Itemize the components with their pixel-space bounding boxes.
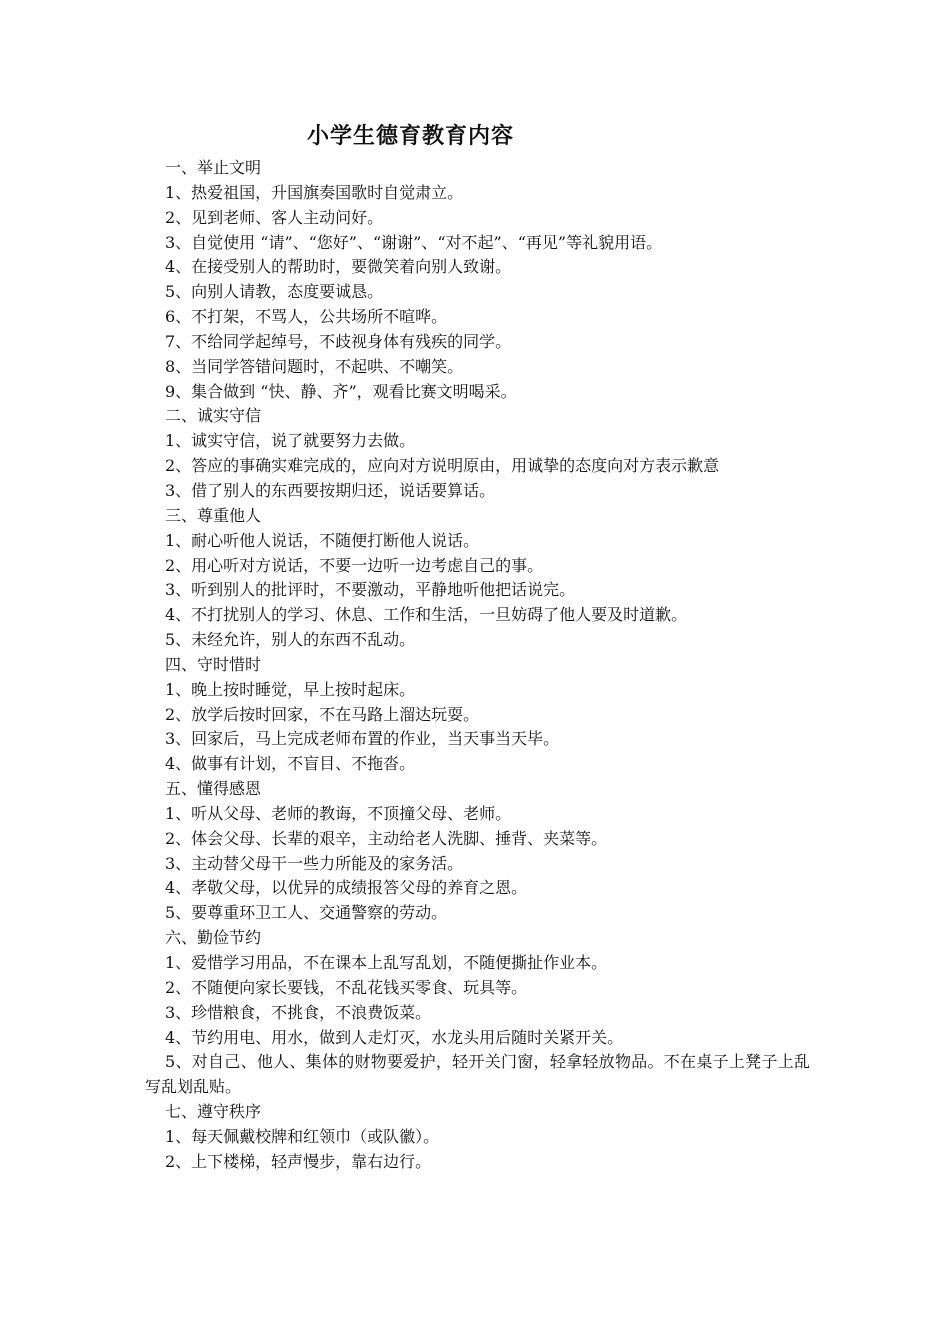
- line-list: [145, 156, 810, 1175]
- section-heading: 一、举止文明: [165, 158, 262, 177]
- text-line: 5、对自己、他人、集体的财物要爱护，轻开关门窗，轻拿轻放物品。不在桌子上凳子上乱写乱划乱贴。: [145, 1052, 810, 1097]
- text-line: 3、珍惜粮食，不挑食，不浪费饭菜。: [165, 1002, 432, 1022]
- section-heading: 四、守时惜时: [165, 654, 262, 674]
- text-line: 3、主动替父母干一些力所能及的家务活。: [165, 853, 464, 873]
- section-heading: 五、懂得感恩: [165, 779, 262, 799]
- text-line: 2、体会父母、长辈的艰辛，主动给老人洗脚、捶背、夹菜等。: [165, 828, 608, 848]
- text-line: 8、当同学答错问题时，不起哄、不嘲笑。: [165, 356, 464, 376]
- text-line: 6、不打架，不骂人，公共场所不喧哗。: [165, 307, 448, 327]
- text-line: 1、晚上按时睡觉，早上按时起床。: [165, 679, 416, 699]
- text-line: 3、回家后，马上完成老师布置的作业，当天事当天毕。: [165, 729, 560, 749]
- text-line: 2、见到老师、客人主动问好。: [165, 207, 384, 227]
- text-line: 2、上下楼梯，轻声慢步，靠右边行。: [165, 1151, 432, 1171]
- text-line: 5、要尊重环卫工人、交通警察的劳动。: [165, 903, 448, 923]
- text-line: 3、自觉使用 “请”、“您好”、“谢谢”、“对不起”、“再见”等礼貌用语。: [165, 232, 663, 252]
- text-line: 2、放学后按时回家，不在马路上溜达玩耍。: [165, 704, 480, 724]
- text-line: 9、集合做到 “快、静、齐”，观看比赛文明喝采。: [165, 381, 517, 401]
- text-line: 4、节约用电、用水，做到人走灯灭，水龙头用后随时关紧开关。: [165, 1027, 624, 1047]
- text-line: 1、耐心听他人说话，不随便打断他人说话。: [165, 530, 480, 550]
- text-line: 2、用心听对方说话，不要一边听一边考虑自己的事。: [165, 555, 544, 575]
- text-line: 5、向别人请教，态度要诚恳。: [165, 282, 384, 302]
- text-line: 1、爱惜学习用品，不在课本上乱写乱划，不随便撕扯作业本。: [165, 953, 608, 972]
- document-body: [145, 120, 810, 1175]
- text-line: 2、答应的事确实难完成的，应向对方说明原由，用诚挚的态度向对方表示歉意: [165, 456, 720, 476]
- text-line: 1、诚实守信，说了就要努力去做。: [165, 431, 416, 451]
- text-line: 1、热爱祖国，升国旗奏国歌时自觉肃立。: [165, 182, 464, 202]
- text-line: 3、听到别人的批评时，不要激动，平静地听他把话说完。: [165, 580, 576, 600]
- text-line: 7、不给同学起绰号，不歧视身体有残疾的同学。: [165, 331, 512, 351]
- section-heading: 三、尊重他人: [165, 505, 262, 525]
- text-line: 4、在接受别人的帮助时，要微笑着向别人致谢。: [165, 257, 512, 277]
- section-heading: 六、勤俭节约: [165, 928, 262, 948]
- text-line: 1、听从父母、老师的教诲，不顶撞父母、老师。: [165, 803, 512, 823]
- section-heading: 七、遵守秩序: [165, 1102, 262, 1122]
- text-line: 3、借了别人的东西要按期归还，说话要算话。: [165, 480, 496, 500]
- text-line: 5、未经允许，别人的东西不乱动。: [165, 630, 416, 650]
- text-line: 2、不随便向家长要钱，不乱花钱买零食、玩具等。: [165, 977, 528, 997]
- document-title: 小学生德育教育内容: [307, 123, 515, 149]
- section-heading: 二、诚实守信: [165, 406, 262, 426]
- text-line: 4、做事有计划，不盲目、不拖沓。: [165, 754, 416, 774]
- text-line: 4、孝敬父母，以优异的成绩报答父母的养育之恩。: [165, 878, 528, 898]
- text-line: 4、不打扰别人的学习、休息、工作和生活，一旦妨碍了他人要及时道歉。: [165, 605, 688, 625]
- text-line: 1、每天佩戴校牌和红领巾（或队徽）。: [165, 1126, 440, 1146]
